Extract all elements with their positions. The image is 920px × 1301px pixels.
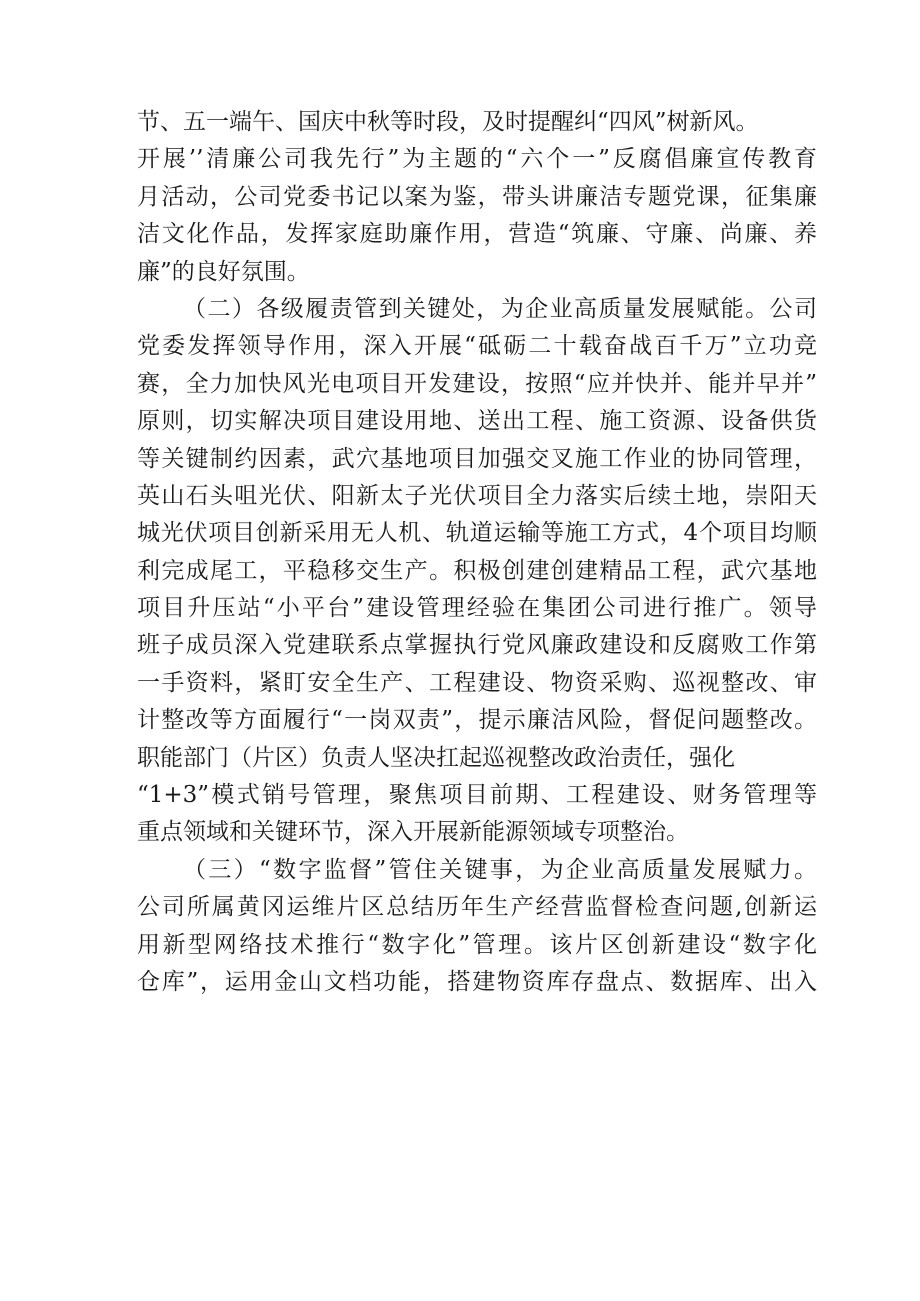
- text-line: 班子成员深入党建联系点掌握执行党风廉政建设和反腐败工作第: [137, 632, 817, 659]
- paragraph-intro: [137, 104, 817, 291]
- text-line: 洁文化作品，发挥家庭助廉作用，营造“筑廉、守廉、尚廉、养: [137, 221, 817, 248]
- text-line: 一手资料，紧盯安全生产、工程建设、物资采购、巡视整改、审: [137, 669, 817, 696]
- text-line: 公司所属黄冈运维片区总结历年生产经营监督检查问题,创新运: [137, 894, 817, 921]
- text-line: 重点领域和关键环节，深入开展新能源领域专项整治。: [137, 819, 689, 846]
- paragraph-section-3: [137, 852, 817, 1002]
- paragraph-section-2: [137, 291, 817, 852]
- text-line: 仓库”，运用金山文档功能，搭建物资库存盘点、数据库、出入: [137, 968, 817, 995]
- text-line: 计整改等方面履行“一岗双责”，提示廉洁风险，督促问题整改。: [137, 707, 817, 734]
- section-heading-line: （二）各级履责管到关键处，为企业高质量发展赋能。公司: [183, 295, 817, 322]
- text-line: 党委发挥领导作用，深入开展“砥砺二十载奋战百千万”立功竞: [137, 333, 817, 360]
- text-line: 月活动，公司党委书记以案为鉴，带头讲廉洁专题党课，征集廉: [137, 183, 817, 210]
- text-line: 项目升压站“小平台”建设管理经验在集团公司进行推广。领导: [137, 595, 817, 622]
- text-line: “1+3”模式销号管理，聚焦项目前期、工程建设、财务管理等: [137, 782, 817, 809]
- text-line: 城光伏项目创新采用无人机、轨道运输等施工方式，4个项目均顺: [137, 520, 817, 547]
- section-heading-line: （三）“数字监督”管住关键事，为企业高质量发展赋力。: [183, 856, 817, 883]
- text-line: 赛，全力加快风光电项目开发建设，按照“应并快并、能并早并”: [137, 370, 817, 397]
- text-line: 等关键制约因素，武穴基地项目加强交叉施工作业的协同管理，: [137, 445, 817, 472]
- text-line: 原则，切实解决项目建设用地、送出工程、施工资源、设备供货: [137, 408, 817, 435]
- text-line: 职能部门（片区）负责人坚决扛起巡视整改政治责任，强化: [137, 744, 735, 771]
- text-line: 英山石头咀光伏、阳新太子光伏项目全力落实后续土地，崇阳天: [137, 482, 817, 509]
- document-body: [137, 104, 817, 1001]
- text-line: 用新型网络技术推行“数字化”管理。该片区创新建设“数字化: [137, 931, 817, 958]
- text-line: 廉”的良好氛围。: [137, 258, 310, 285]
- text-line: 开展’’清廉公司我先行”为主题的“六个一”反腐倡廉宣传教育: [137, 146, 817, 173]
- text-line: 节、五一端午、国庆中秋等时段，及时提醒纠“四风”树新风。: [137, 109, 759, 135]
- text-line: 利完成尾工，平稳移交生产。积极创建创建精品工程，武穴基地: [137, 557, 817, 584]
